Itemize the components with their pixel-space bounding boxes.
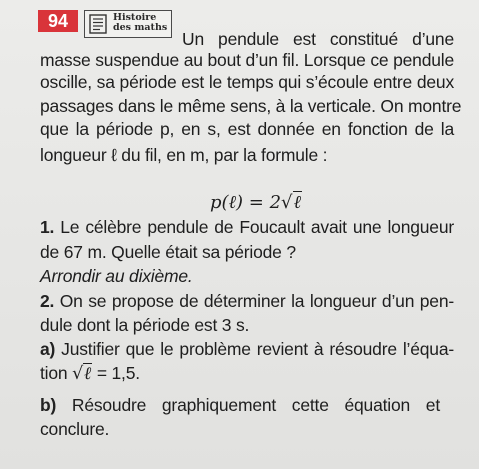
intro-line-2: masse suspendue au bout d’un fil. Lorsque ce pendule — [40, 50, 454, 70]
q1-number: 1. — [40, 217, 55, 237]
q2b-line-2: conclure. — [40, 419, 110, 439]
formula-lhs: p(ℓ) = 2 — [210, 192, 282, 213]
intro-line-1: Un pendule est constitué d’une — [182, 29, 454, 49]
tag-line-2: des maths — [113, 22, 168, 33]
q2b-text-1: Résoudre graphiquement cette équation et — [71, 395, 440, 415]
intro-line-5: que la période p, en s, est donnée en fonction de la — [40, 119, 454, 139]
q2-number: 2. — [40, 291, 55, 311]
sqrt-symbol: √ — [281, 192, 293, 213]
q1-text-1: Le célèbre pendule de Foucault avait une longueur — [60, 217, 454, 237]
q2a-suffix: = 1,5. — [96, 363, 140, 383]
sqrt-symbol: √ — [72, 364, 84, 384]
q2-text-1: On se propose de déterminer la longueur d’un pen- — [59, 291, 454, 311]
q2a-line-1 — [40, 339, 454, 359]
q1-rounding-hint: Arrondir au dixième. — [40, 266, 193, 286]
q1-line-1 — [40, 217, 454, 237]
book-icon — [89, 14, 107, 34]
q2b-line-1 — [40, 395, 440, 415]
intro-line-3: oscille, sa période est le temps qui s’écoule entre deux — [40, 72, 454, 92]
exercise-number-badge: 94 — [38, 10, 78, 32]
q2-line-2: dule dont la période est 3 s. — [40, 315, 250, 335]
q2a-radicand: ℓ — [84, 364, 92, 384]
q2a-line-2 — [40, 363, 140, 384]
intro-line-6: longueur ℓ du fil, en m, par la formule : — [40, 145, 328, 165]
q2-line-1 — [40, 291, 454, 311]
tag-text — [113, 13, 167, 33]
histoire-des-maths-tag — [84, 10, 172, 38]
q2b-label: b) — [40, 395, 57, 415]
intro-line-4: passages dans le même sens, à la verticale. On montre — [40, 96, 462, 116]
tag-line-1: Histoire — [113, 12, 157, 23]
period-formula — [210, 192, 302, 214]
q1-line-2: de 67 m. Quelle était sa période ? — [40, 242, 296, 262]
formula-radicand: ℓ — [293, 192, 302, 213]
q2a-text-1: Justifier que le problème revient à résoudre l’équa- — [61, 339, 454, 359]
q2a-prefix: tion — [40, 363, 68, 383]
q2a-label: a) — [40, 339, 56, 359]
